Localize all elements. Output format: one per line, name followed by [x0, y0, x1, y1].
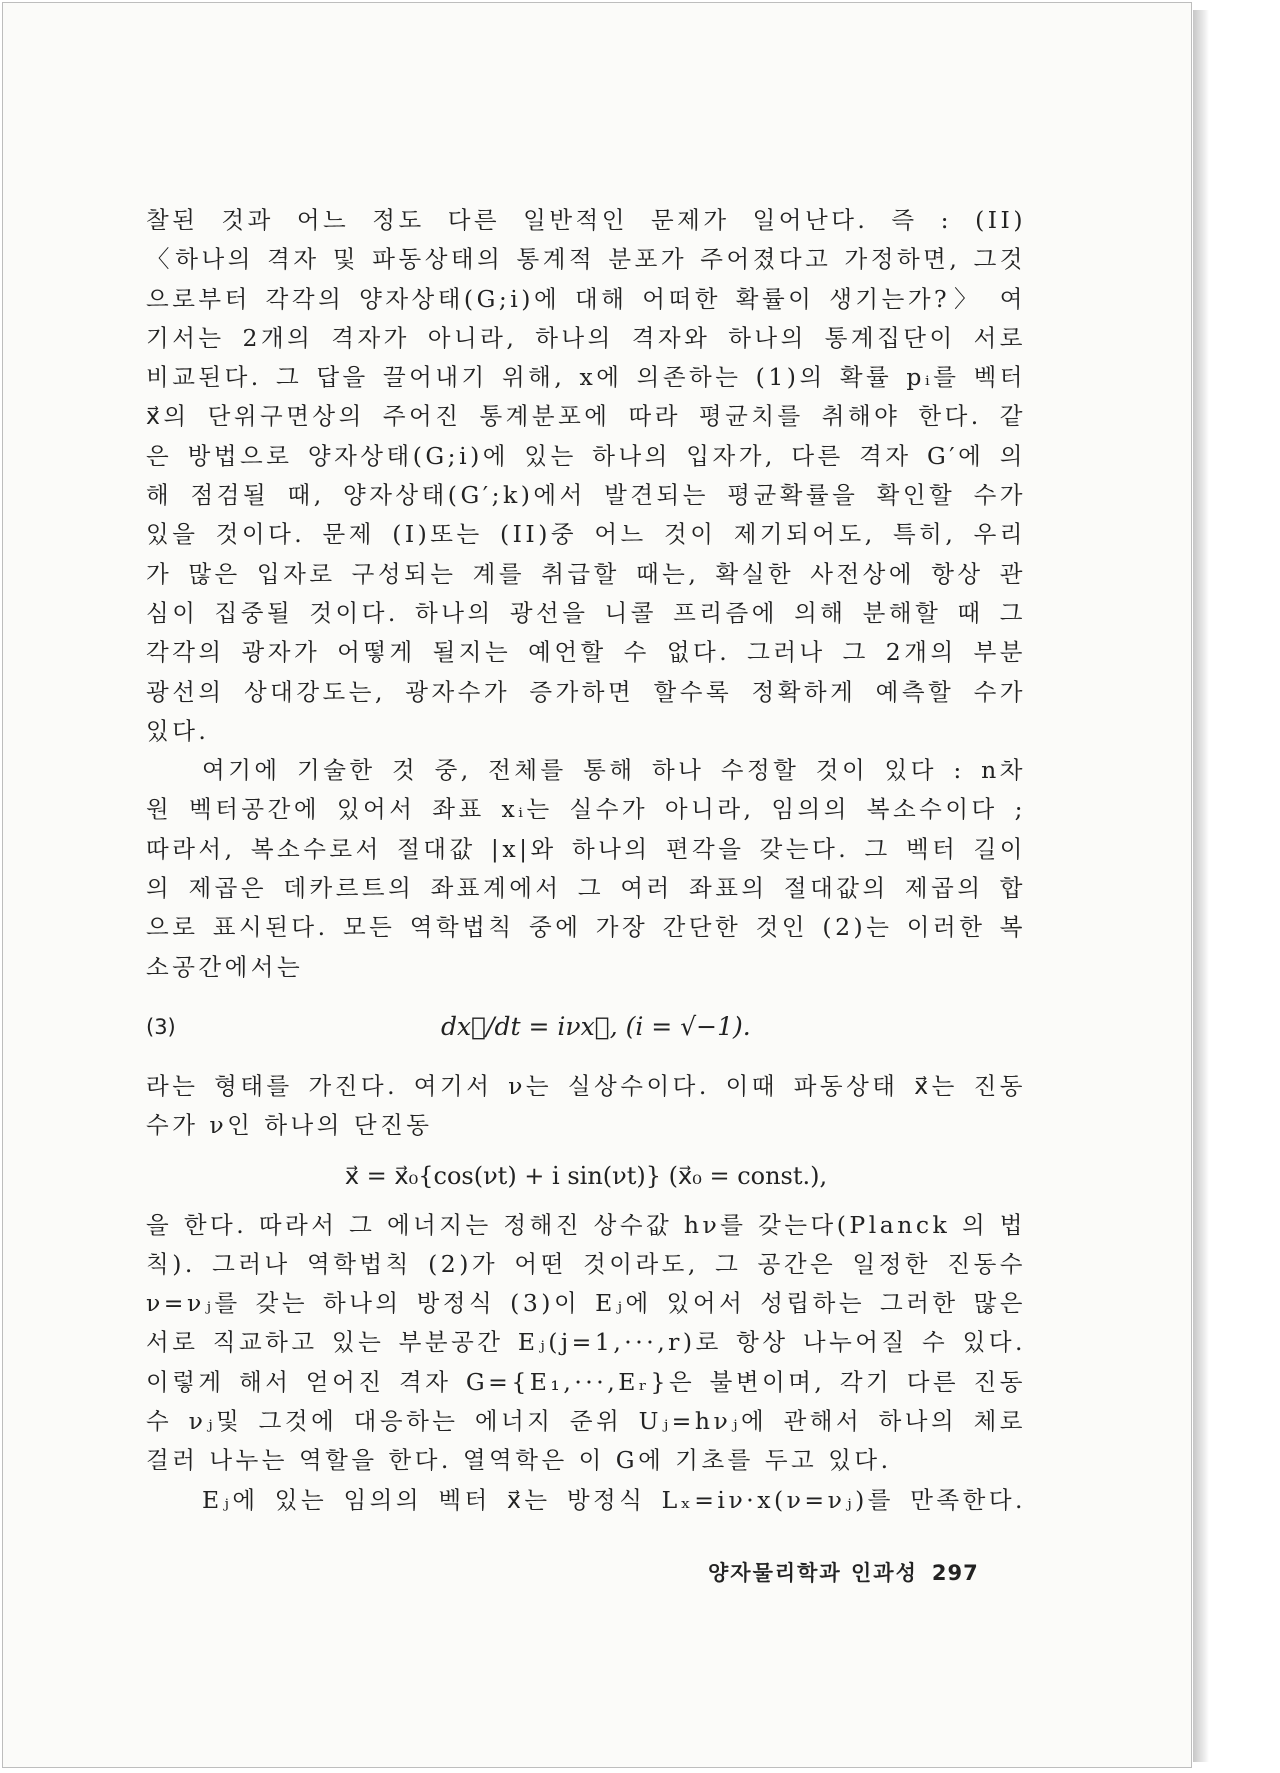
- text-line: 기서는 2개의 격자가 아니라, 하나의 격자와 하나의 통계집단이 서로: [146, 323, 1026, 352]
- text-line: 라는 형태를 가진다. 여기서 ν는 실상수이다. 이때 파동상태 x⃗는 진동: [146, 1071, 1026, 1100]
- text-line: 각각의 광자가 어떻게 될지는 예언할 수 없다. 그러나 그 2개의 부분: [146, 638, 1026, 667]
- book-page: [2, 2, 1192, 1768]
- paragraph-3: [146, 1067, 1026, 1146]
- text-line: 을 한다. 따라서 그 에너지는 정해진 상수값 hν를 갖는다(Planck 의 법: [146, 1210, 1026, 1239]
- equation-number: (3): [146, 1014, 176, 1039]
- text-line: 은 방법으로 양자상태(G;i)에 있는 하나의 입자가, 다른 격자 G′에 의: [146, 441, 1026, 470]
- text-line: 여기에 기술한 것 중, 전체를 통해 하나 수정할 것이 있다 : n차: [202, 756, 1026, 785]
- text-line: 의 제곱은 데카르트의 좌표계에서 그 여러 좌표의 절대값의 제곱의 합: [146, 874, 1026, 903]
- equation-oscillation: x⃗ = x⃗₀{cos(νt) + i sin(νt)} (x⃗₀ = const.),: [344, 1161, 828, 1190]
- text-line: 있다.: [146, 716, 210, 745]
- running-footer: [708, 1557, 1008, 1587]
- text-line: Eⱼ에 있는 임의의 벡터 x⃗는 방정식 Lₓ=iν·x(ν=νⱼ)를 만족한다.: [202, 1485, 1026, 1514]
- text-line: 광선의 상대강도는, 광자수가 증가하면 할수록 정확하게 예측할 수가: [146, 677, 1026, 706]
- text-line: 가 많은 입자로 구성되는 계를 취급할 때는, 확실한 사전상에 항상 관: [146, 559, 1026, 588]
- text-line: 심이 집중될 것이다. 하나의 광선을 니콜 프리즘에 의해 분해할 때 그: [146, 598, 1026, 627]
- paragraph-2: [146, 751, 1026, 987]
- paragraph-5: [146, 1481, 1026, 1520]
- text-line: 있을 것이다. 문제 (I)또는 (II)중 어느 것이 제기되어도, 특히, 우리: [146, 520, 1026, 549]
- text-line: 해 점검될 때, 양자상태(G′;k)에서 발견되는 평균확률을 확인할 수가: [146, 481, 1026, 510]
- text-line: 따라서, 복소수로서 절대값 |x|와 하나의 편각을 갖는다. 그 벡터 길이: [146, 834, 1026, 863]
- equation-expression: dx⃗/dt = iνx⃗, (i = √−1).: [441, 1011, 751, 1041]
- paragraph-1: [146, 201, 1026, 751]
- text-line: 걸러 나누는 역할을 한다. 열역학은 이 G에 기초를 두고 있다.: [146, 1446, 892, 1475]
- text-line: 〈하나의 격자 및 파동상태의 통계적 분포가 주어졌다고 가정하면, 그것: [146, 245, 1026, 274]
- text-line: 수가 ν인 하나의 단진동: [146, 1111, 433, 1140]
- text-line: 이렇게 해서 얻어진 격자 G={E₁,···,Eᵣ}은 불변이며, 각기 다른 진동: [146, 1367, 1026, 1396]
- equation-3: [146, 1007, 1026, 1047]
- text-line: x⃗의 단위구면상의 주어진 통계분포에 따라 평균치를 취해야 한다. 같: [146, 402, 1026, 431]
- paragraph-4: [146, 1206, 1026, 1481]
- text-line: 칙). 그러나 역학법칙 (2)가 어떤 것이라도, 그 공간은 일정한 진동수: [146, 1249, 1026, 1278]
- page-edge-shadow: [1193, 10, 1209, 1762]
- body-text: [146, 201, 1026, 1520]
- text-line: 비교된다. 그 답을 끌어내기 위해, x에 의존하는 (1)의 확률 pᵢ를 벡터: [146, 363, 1026, 392]
- text-line: 수 νⱼ및 그것에 대응하는 에너지 준위 Uⱼ=hνⱼ에 관해서 하나의 체로: [146, 1407, 1026, 1436]
- text-line: 서로 직교하고 있는 부분공간 Eⱼ(j=1,···,r)로 항상 나누어질 수 있다.: [146, 1328, 1026, 1357]
- text-line: 으로 표시된다. 모든 역학법칙 중에 가장 간단한 것인 (2)는 이러한 복: [146, 913, 1026, 942]
- text-line: 소공간에서는: [146, 952, 304, 981]
- text-line: 찰된 것과 어느 정도 다른 일반적인 문제가 일어난다. 즉 : (II): [146, 206, 1026, 234]
- text-line: 으로부터 각각의 양자상태(G;i)에 대해 어떠한 확률이 생기는가?〉 여: [146, 284, 1026, 313]
- text-line: ν=νⱼ를 갖는 하나의 방정식 (3)이 Eⱼ에 있어서 성립하는 그러한 많은: [146, 1289, 1026, 1318]
- page-number: 297: [931, 1561, 979, 1585]
- running-title: 양자물리학과 인과성: [708, 1561, 918, 1585]
- text-line: 원 벡터공간에 있어서 좌표 xᵢ는 실수가 아니라, 임의의 복소수이다 ;: [146, 795, 1026, 824]
